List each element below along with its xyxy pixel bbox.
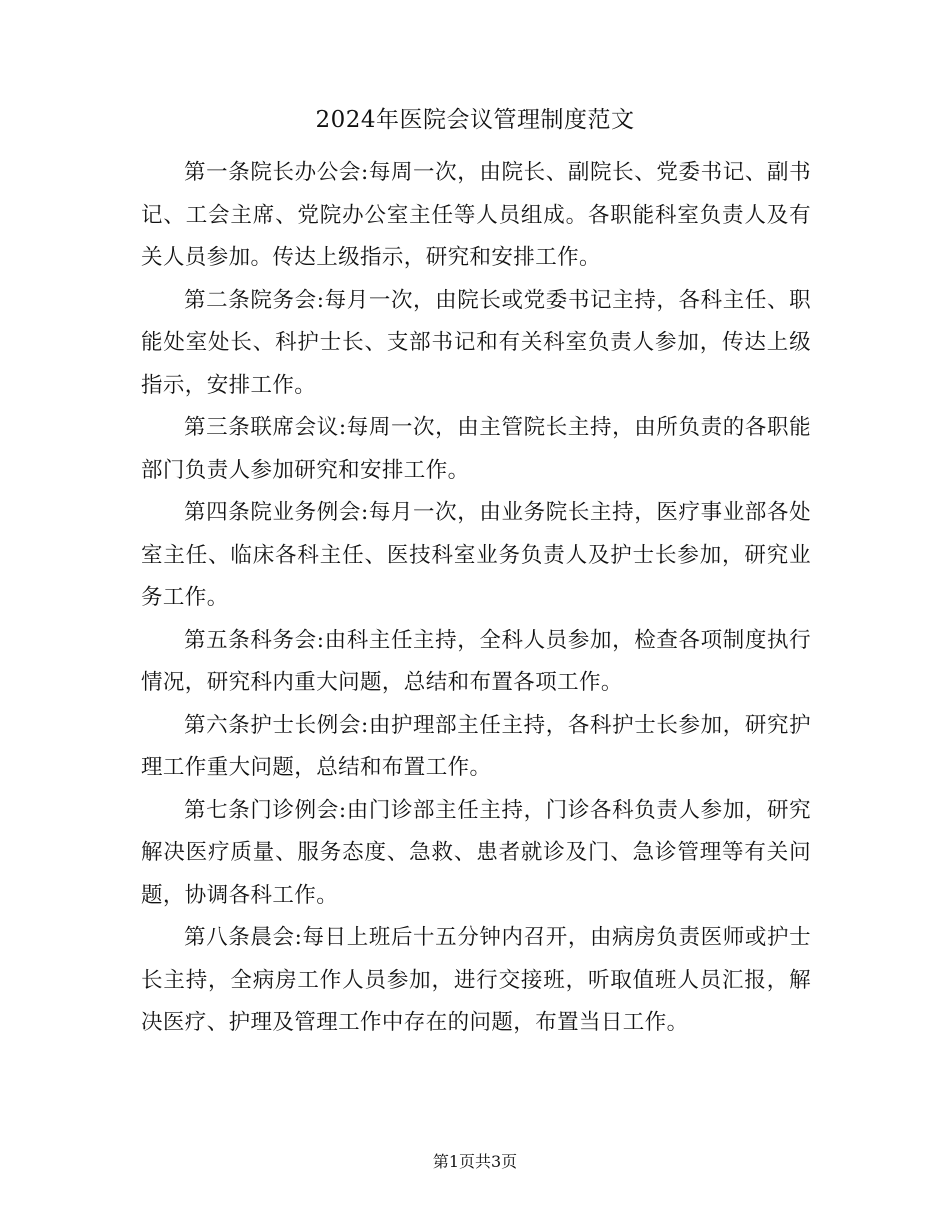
article-8-paragraph: 第八条晨会:每日上班后十五分钟内召开，由病房负责医师或护士长主持，全病房工作人员参加，进行交接班，听取值班人员汇报，解决医疗、护理及管理工作中存在的问题，布置当日工作。 — [141, 925, 811, 1035]
article-7-paragraph: 第七条门诊例会:由门诊部主任主持，门诊各科负责人参加，研究解决医疗质量、服务态度、急救、患者就诊及门、急诊管理等有关问题，协调各科工作。 — [141, 797, 811, 908]
article-3-paragraph: 第三条联席会议:每周一次，由主管院长主持，由所负责的各职能部门负责人参加研究和安排工作。 — [141, 415, 811, 483]
article-1-paragraph: 第一条院长办公会:每周一次，由院长、副院长、党委书记、副书记、工会主席、党院办公室主任等人员组成。各职能科室负责人及有关人员参加。传达上级指示，研究和安排工作。 — [141, 160, 811, 270]
page-number-footer: 第1页共3页 — [432, 1152, 518, 1171]
article-4-paragraph: 第四条院业务例会:每月一次，由业务院长主持，医疗事业部各处室主任、临床各科主任、医技科室业务负责人及护士长参加，研究业务工作。 — [141, 500, 811, 610]
document-title: 2024年医院会议管理制度范文 — [315, 107, 635, 133]
document-body — [141, 152, 811, 1045]
article-5-paragraph: 第五条科务会:由科主任主持，全科人员参加，检查各项制度执行情况，研究科内重大问题，总结和布置各项工作。 — [141, 627, 811, 695]
article-6-paragraph: 第六条护士长例会:由护理部主任主持，各科护士长参加，研究护理工作重大问题，总结和布置工作。 — [141, 712, 811, 780]
article-2-paragraph: 第二条院务会:每月一次，由院长或党委书记主持，各科主任、职能处室处长、科护士长、支部书记和有关科室负责人参加，传达上级指示，安排工作。 — [141, 287, 811, 398]
